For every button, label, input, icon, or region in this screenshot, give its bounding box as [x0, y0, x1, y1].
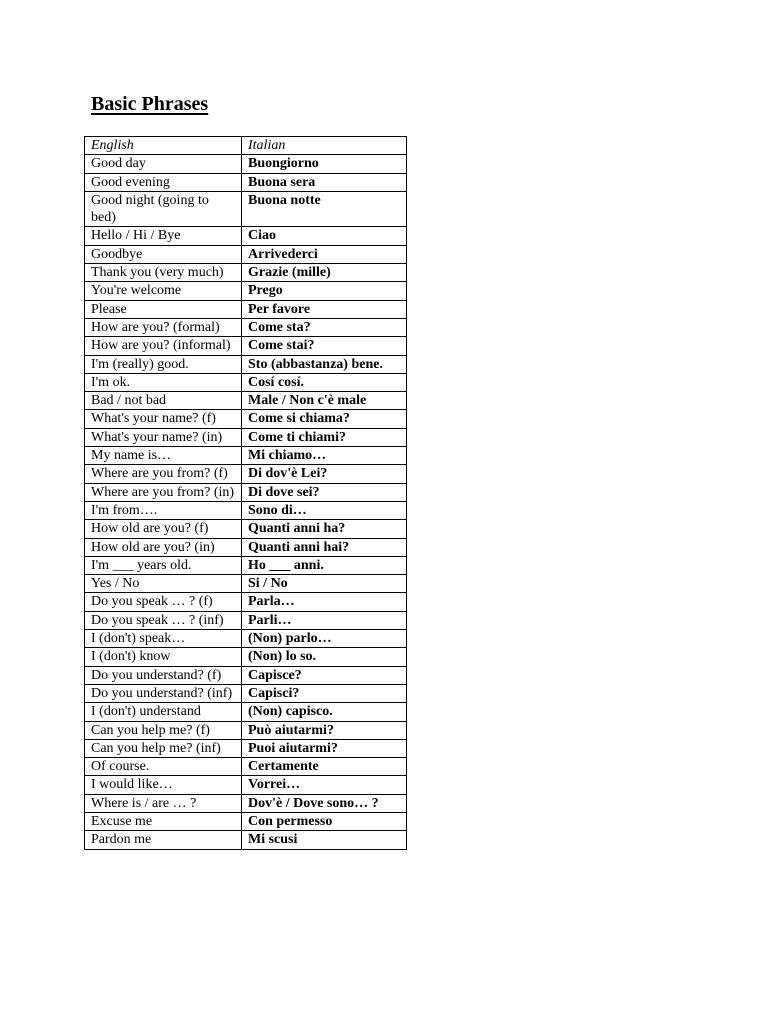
italian-phrase-cell: Mi chiamo… [242, 447, 407, 465]
english-phrase-cell: I would like… [85, 776, 242, 794]
italian-phrase-cell: Sto (abbastanza) bene. [242, 355, 407, 373]
english-phrase-cell: Pardon me [85, 831, 242, 849]
english-phrase-cell: Excuse me [85, 812, 242, 830]
italian-phrase-cell: Prego [242, 282, 407, 300]
table-row [85, 245, 407, 263]
italian-phrase-cell: Capisce? [242, 666, 407, 684]
table-row [85, 684, 407, 702]
english-phrase-cell: What's your name? (f) [85, 410, 242, 428]
table-row [85, 227, 407, 245]
column-header-english: English [85, 137, 242, 155]
table-body [85, 155, 407, 849]
table-row [85, 611, 407, 629]
italian-phrase-cell: Puoi aiutarmi? [242, 739, 407, 757]
table-row [85, 465, 407, 483]
english-phrase-cell: I'm (really) good. [85, 355, 242, 373]
table-row [85, 575, 407, 593]
italian-phrase-cell: Come si chiama? [242, 410, 407, 428]
english-phrase-cell: I (don't) speak… [85, 630, 242, 648]
english-phrase-cell: How old are you? (f) [85, 520, 242, 538]
table-row [85, 191, 407, 227]
english-phrase-cell: Thank you (very much) [85, 264, 242, 282]
italian-phrase-cell: Grazie (mille) [242, 264, 407, 282]
english-phrase-cell: Good night (going to bed) [85, 191, 242, 227]
italian-phrase-cell: (Non) capisco. [242, 703, 407, 721]
italian-phrase-cell: Sono di… [242, 501, 407, 519]
italian-phrase-cell: Buona sera [242, 173, 407, 191]
english-phrase-cell: Please [85, 300, 242, 318]
table-row [85, 556, 407, 574]
english-phrase-cell: Yes / No [85, 575, 242, 593]
english-phrase-cell: Of course. [85, 758, 242, 776]
italian-phrase-cell: Con permesso [242, 812, 407, 830]
english-phrase-cell: Do you understand? (inf) [85, 684, 242, 702]
italian-phrase-cell: (Non) parlo… [242, 630, 407, 648]
phrases-table [84, 136, 407, 850]
table-row [85, 703, 407, 721]
table-row [85, 538, 407, 556]
italian-phrase-cell: Quanti anni ha? [242, 520, 407, 538]
italian-phrase-cell: Parla… [242, 593, 407, 611]
table-row [85, 392, 407, 410]
table-row [85, 155, 407, 173]
table-row [85, 173, 407, 191]
english-phrase-cell: Can you help me? (f) [85, 721, 242, 739]
table-row [85, 410, 407, 428]
italian-phrase-cell: Come sta? [242, 318, 407, 336]
table-row [85, 831, 407, 849]
english-phrase-cell: How are you? (formal) [85, 318, 242, 336]
table-row [85, 264, 407, 282]
english-phrase-cell: How old are you? (in) [85, 538, 242, 556]
english-phrase-cell: Goodbye [85, 245, 242, 263]
table-row [85, 666, 407, 684]
english-phrase-cell: What's your name? (in) [85, 428, 242, 446]
table-row [85, 483, 407, 501]
column-header-italian: Italian [242, 137, 407, 155]
table-row [85, 758, 407, 776]
english-phrase-cell: Where are you from? (f) [85, 465, 242, 483]
table-row [85, 520, 407, 538]
table-row [85, 721, 407, 739]
table-row [85, 282, 407, 300]
english-phrase-cell: Bad / not bad [85, 392, 242, 410]
table-row [85, 300, 407, 318]
english-phrase-cell: Do you speak … ? (f) [85, 593, 242, 611]
italian-phrase-cell: Vorrei… [242, 776, 407, 794]
english-phrase-cell: I'm from…. [85, 501, 242, 519]
english-phrase-cell: Where is / are … ? [85, 794, 242, 812]
italian-phrase-cell: (Non) lo so. [242, 648, 407, 666]
english-phrase-cell: Good day [85, 155, 242, 173]
table-header [85, 137, 407, 155]
table-row [85, 776, 407, 794]
italian-phrase-cell: Dov'è / Dove sono… ? [242, 794, 407, 812]
english-phrase-cell: Where are you from? (in) [85, 483, 242, 501]
italian-phrase-cell: Come stai? [242, 337, 407, 355]
italian-phrase-cell: Mi scusi [242, 831, 407, 849]
italian-phrase-cell: Quanti anni hai? [242, 538, 407, 556]
english-phrase-cell: Do you understand? (f) [85, 666, 242, 684]
english-phrase-cell: You're welcome [85, 282, 242, 300]
italian-phrase-cell: Ho ___ anni. [242, 556, 407, 574]
english-phrase-cell: I'm ok. [85, 373, 242, 391]
table-row [85, 593, 407, 611]
italian-phrase-cell: Di dov'è Lei? [242, 465, 407, 483]
italian-phrase-cell: Parli… [242, 611, 407, 629]
table-row [85, 739, 407, 757]
table-row [85, 355, 407, 373]
italian-phrase-cell: Per favore [242, 300, 407, 318]
english-phrase-cell: I (don't) understand [85, 703, 242, 721]
english-phrase-cell: My name is… [85, 447, 242, 465]
table-row [85, 318, 407, 336]
italian-phrase-cell: Capisci? [242, 684, 407, 702]
english-phrase-cell: Hello / Hi / Bye [85, 227, 242, 245]
italian-phrase-cell: Buona notte [242, 191, 407, 227]
italian-phrase-cell: Certamente [242, 758, 407, 776]
english-phrase-cell: Can you help me? (inf) [85, 739, 242, 757]
page-title: Basic Phrases [91, 93, 209, 115]
table-row [85, 630, 407, 648]
italian-phrase-cell: Arrivederci [242, 245, 407, 263]
italian-phrase-cell: Può aiutarmi? [242, 721, 407, 739]
english-phrase-cell: Good evening [85, 173, 242, 191]
italian-phrase-cell: Buongiorno [242, 155, 407, 173]
italian-phrase-cell: Si / No [242, 575, 407, 593]
english-phrase-cell: I (don't) know [85, 648, 242, 666]
table-row [85, 447, 407, 465]
table-row [85, 794, 407, 812]
italian-phrase-cell: Cosí cosí. [242, 373, 407, 391]
table-row [85, 812, 407, 830]
table-row [85, 648, 407, 666]
english-phrase-cell: Do you speak … ? (inf) [85, 611, 242, 629]
header-row [85, 137, 407, 155]
italian-phrase-cell: Male / Non c'è male [242, 392, 407, 410]
italian-phrase-cell: Come ti chiami? [242, 428, 407, 446]
english-phrase-cell: How are you? (informal) [85, 337, 242, 355]
english-phrase-cell: I'm ___ years old. [85, 556, 242, 574]
table-row [85, 337, 407, 355]
table-row [85, 428, 407, 446]
italian-phrase-cell: Di dove sei? [242, 483, 407, 501]
table-row [85, 501, 407, 519]
italian-phrase-cell: Ciao [242, 227, 407, 245]
table-row [85, 373, 407, 391]
